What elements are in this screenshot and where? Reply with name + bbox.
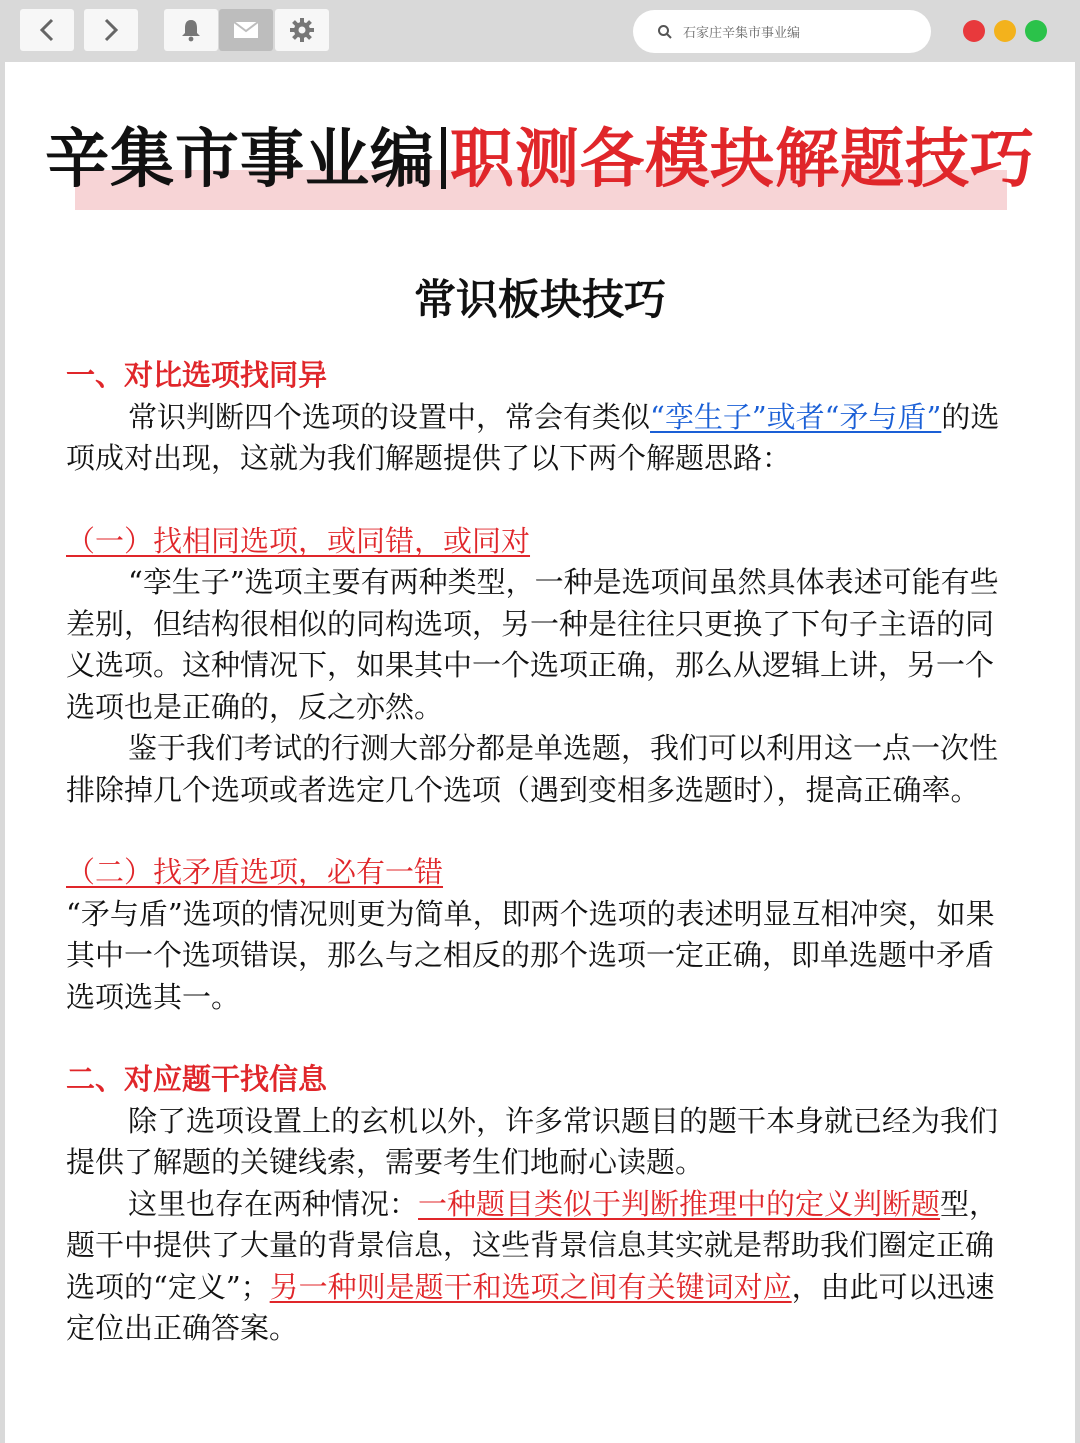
back-button[interactable]	[20, 9, 74, 51]
title-part2: 职测各模块解题技巧	[450, 122, 1035, 197]
s2p2-text-b: 型，题干中提供了大量的背景信息，这些背景信息其实就是帮助我们圈定正确选项的“定义”；	[66, 1186, 999, 1304]
s2p2-text-a: 这里也存在两种情况：	[128, 1186, 419, 1221]
notifications-button[interactable]	[164, 9, 218, 51]
title-part1: 辛集市事业编	[45, 122, 435, 197]
sub1-paragraph-1: “孪生子”选项主要有两种类型，一种是选项间虽然具体表述可能有些差别，但结构很相似的同构选项，另一种是往往只更换了下句子主语的同义选项。这种情况下，如果其中一个选项正确，那么从逻辑上讲，另一个选项也是正确的，反之亦然。	[66, 565, 999, 724]
close-window-dot[interactable]	[963, 20, 985, 42]
mail-icon	[233, 20, 259, 40]
sub1-heading-row	[66, 521, 1018, 563]
s2p2-highlight-2: 另一种则是题干和选项之间有关键词对应	[269, 1269, 792, 1304]
chevron-left-icon	[37, 17, 57, 43]
section1-heading: 一、对比选项找同异	[66, 358, 328, 392]
intro-highlight-link: “孪生子”或者“矛与盾”	[650, 399, 942, 434]
s2p2-text-c: ，由此可以迅速定位出正确答案。	[66, 1269, 995, 1345]
maximize-window-dot[interactable]	[1025, 20, 1047, 42]
settings-button[interactable]	[275, 9, 329, 51]
page-title	[0, 118, 1080, 202]
article-body	[66, 355, 1018, 1350]
sub2-paragraph-1: “矛与盾”选项的情况则更为简单，即两个选项的表述明显互相冲突，如果其中一个选项错误，那么与之相反的那个选项一定正确，即单选题中矛盾选项选其一。	[66, 896, 995, 1014]
sub2-heading-row	[66, 852, 1018, 894]
forward-button[interactable]	[84, 9, 138, 51]
section-title: 常识板块技巧	[413, 275, 666, 324]
intro-text-b: 的选项成对出现，这就为我们解题提供了以下两个解题思路：	[66, 399, 1000, 475]
sub1-paragraph-2: 鉴于我们考试的行测大部分都是单选题，我们可以利用这一点一次性排除掉几个选项或者选定几个选项（遇到变相多选题时），提高正确率。	[66, 731, 999, 807]
s2p2-highlight-1: 一种题目类似于判断推理中的定义判断题	[418, 1186, 941, 1221]
search-input[interactable]: 石家庄辛集市事业编	[683, 26, 801, 41]
minimize-window-dot[interactable]	[994, 20, 1016, 42]
bell-icon	[180, 18, 202, 42]
browser-toolbar	[0, 0, 1080, 62]
chevron-right-icon	[101, 17, 121, 43]
section2-paragraph-1: 除了选项设置上的玄机以外，许多常识题目的题干本身就已经为我们提供了解题的关键线索，需要考生们地耐心读题。	[66, 1103, 999, 1179]
section2-paragraph-2	[66, 1184, 1018, 1350]
gear-icon	[289, 17, 315, 43]
search-bar[interactable]	[633, 10, 931, 53]
title-divider	[441, 127, 446, 189]
sub1-heading: （一）找相同选项，或同错，或同对	[66, 523, 531, 558]
section2-heading: 二、对应题干找信息	[66, 1062, 328, 1096]
search-icon	[657, 24, 673, 40]
sub2-heading: （二）找矛盾选项，必有一错	[66, 855, 444, 889]
section1-intro	[66, 397, 1018, 480]
mail-button[interactable]	[219, 9, 273, 51]
intro-text-a: 常识判断四个选项的设置中，常会有类似	[128, 399, 651, 434]
